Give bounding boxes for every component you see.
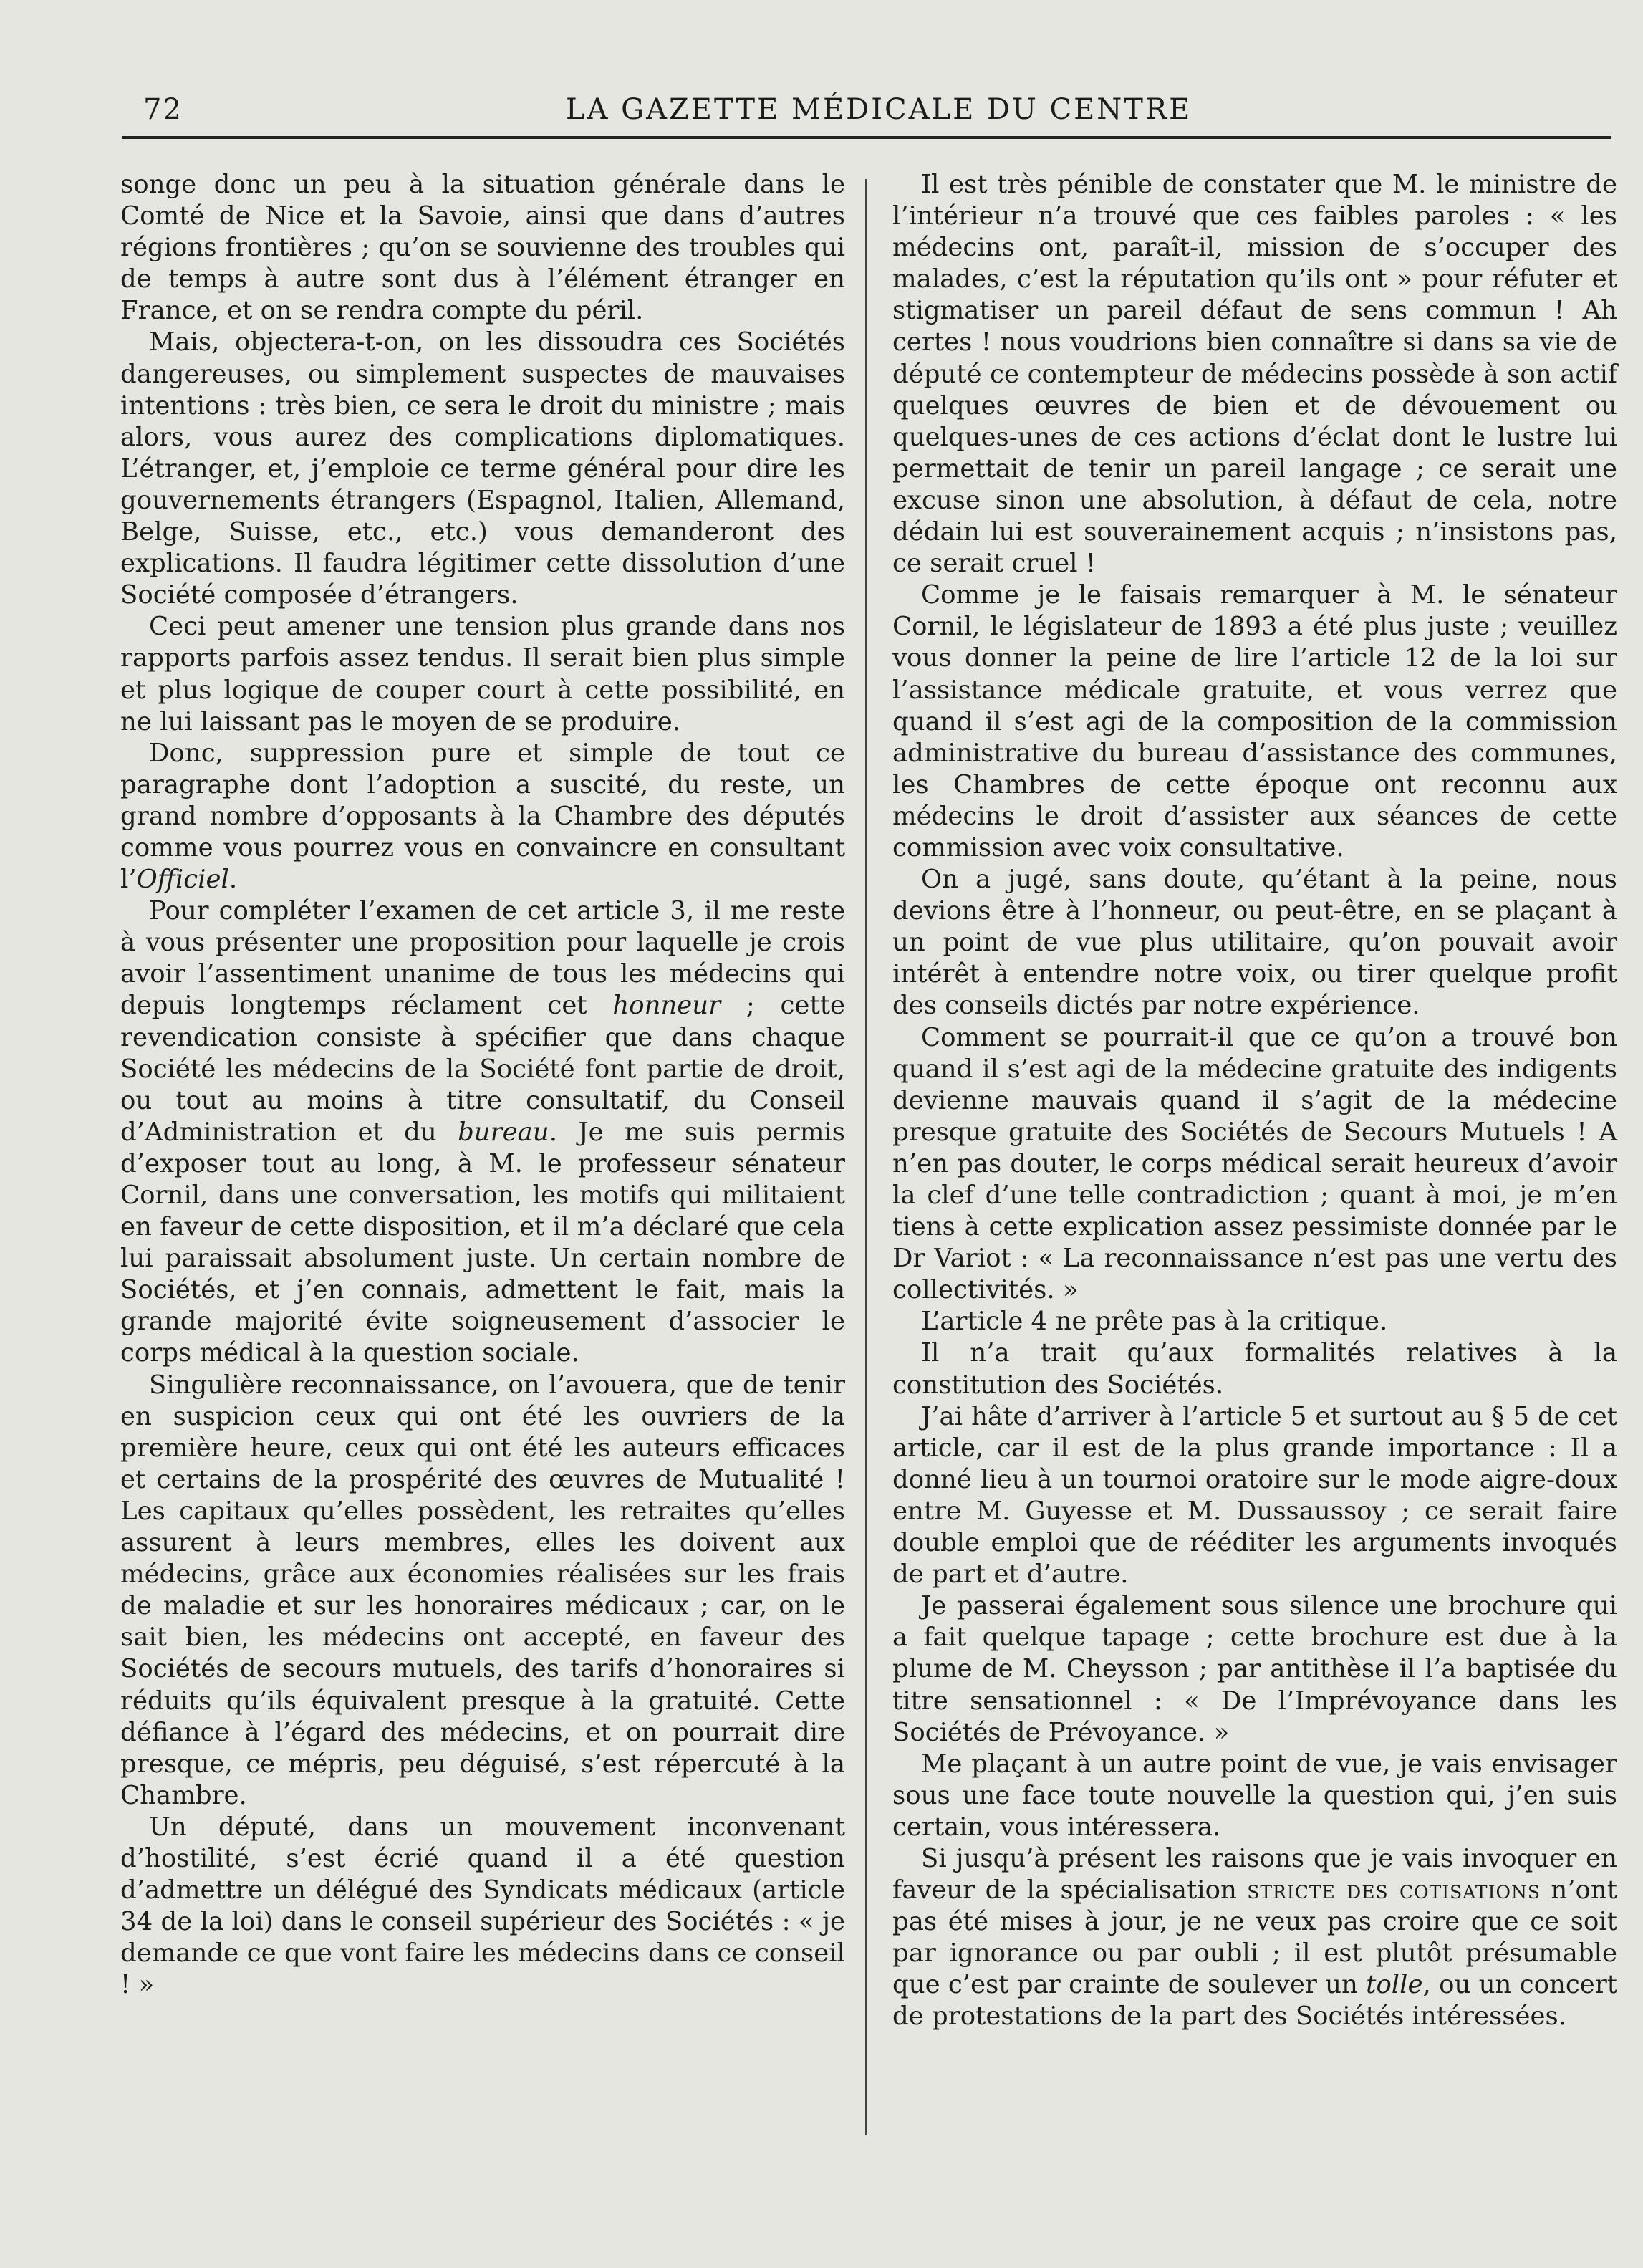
paragraph-text: .	[228, 865, 238, 895]
paragraph: Comment se pourrait-il que ce qu’on a trouvé bon quand il s’est agi de la médecine gratuite des indigents devienne mauvais quand il s’agit de la médecine presque gratuite des Sociétés de Secours Mutuels ! A n’en pas douter, le corps médical serait heureux d’avoir la clef d’une telle contradiction ; quant à moi, je m’en tiens à cette explication assez pessimiste donnée par le Dr Variot : « La reconnaissance n’est pas une vertu des collectivités. »	[892, 1022, 1617, 1305]
paragraph: songe donc un peu à la situation générale dans le Comté de Nice et la Savoie, ainsi que dans d’autres régions frontières ; qu’on se souvienne des troubles qui de temps à autre sont dus à l’élément étranger en France, et on se rendra compte du péril.	[120, 170, 845, 326]
right-column	[892, 169, 1617, 2033]
paragraph: Un député, dans un mouvement inconvenant d’hostilité, s’est écrié quand il a été question d’admettre un délégué des Syndicats médicaux (article 34 de la loi) dans le conseil supérieur des Sociétés : « je demande ce que vont faire les médecins dans ce conseil ! »	[120, 1812, 845, 2000]
paragraph-text: . Je me suis permis d’exposer tout au long, à M. le professeur sénateur Cornil, dans une conversation, les motifs qui militaient en faveur de cette disposition, et il m’a déclaré que cela lui paraissait absolument juste. Un certain nombre de Sociétés, et j’en connais, admettent le fait, mais la grande majorité évite soigneusement d’associer le corps médical à la question sociale.	[120, 1117, 845, 1368]
paragraph	[120, 895, 845, 1369]
left-column	[120, 169, 845, 2001]
paragraph-text: , ou un concert de protestations de la part des Sociétés intéressées.	[892, 1970, 1617, 2032]
italic-text: bureau	[458, 1117, 549, 1147]
paragraph: Singulière reconnaissance, on l’avouera, que de tenir en suspicion ceux qui ont été les ouvriers de la première heure, ceux qui ont été les auteurs efficaces et certains de la prospérité des œuvres de Mutualité ! Les capitaux qu’elles possèdent, les retraites qu’elles assurent à leurs membres, elles les doivent aux médecins, grâce aux économies réalisées sur les frais de maladie et sur les honoraires médicaux ; car, on le sait bien, les médecins ont accepté, en faveur des Sociétés de secours mutuels, des tarifs d’honoraires si réduits qu’ils équivalent presque à la gratuité. Cette défiance à l’égard des médecins, et on pourrait dire presque, ce mépris, peu déguisé, s’est répercuté à la Chambre.	[120, 1370, 845, 1810]
paragraph: Comme je le faisais remarquer à M. le sénateur Cornil, le législateur de 1893 a été plus juste ; veuillez vous donner la peine de lire l’article 12 de la loi sur l’assistance médicale gratuite, et vous verrez que quand il s’est agi de la composition de la commission administrative du bureau d’assistance des communes, les Chambres de cette époque ont reconnu aux médecins le droit d’assister aux séances de cette commission avec voix consultative.	[892, 580, 1617, 862]
page-number: 72	[143, 93, 183, 126]
italic-text: honneur	[612, 991, 721, 1021]
italic-text: tolle	[1366, 1970, 1423, 2000]
paragraph: Je passerai également sous silence une brochure qui a fait quelque tapage ; cette brochure est due à la plume de M. Cheysson ; par antithèse il l’a baptisée du titre sensationnel : « De l’Imprévoyance dans les Sociétés de Prévoyance. »	[892, 1591, 1617, 1747]
paragraph: Il est très pénible de constater que M. le ministre de l’intérieur n’a trouvé que ces faibles paroles : « les médecins ont, paraît-il, mission de s’occuper des malades, c’est la réputation qu’ils ont » pour réfuter et stigmatiser un pareil défaut de sens commun ! Ah certes ! nous voudrions bien connaître si dans sa vie de député ce contempteur de médecins possède à son actif quelques œuvres de bien et de dévouement ou quelques-unes de ces actions d’éclat dont le lustre lui permettait de tenir un pareil langage ; ce serait une excuse sinon une absolution, à défaut de cela, notre dédain lui est souverainement acquis ; n’insistons pas, ce serait cruel !	[892, 170, 1617, 579]
italic-text: Officiel	[136, 865, 229, 895]
paragraph	[892, 1843, 1617, 2033]
paragraph-text: Pour compléter l’examen de cet article 3, il me reste à vous présenter une proposition pour laquelle je crois avoir l’assentiment unanime de tous les médecins qui depuis longtemps réclament cet	[120, 896, 845, 1021]
paragraph: On a jugé, sans doute, qu’étant à la peine, nous devions être à l’honneur, ou peut-être, en se plaçant à un point de vue plus utilitaire, qu’on pouvait avoir intérêt à entendre notre voix, ou tirer quelque profit des conseils dictés par notre expérience.	[892, 865, 1617, 1021]
paragraph: Il n’a trait qu’aux formalités relatives à la constitution des Sociétés.	[892, 1338, 1617, 1400]
paragraph: Me plaçant à un autre point de vue, je vais envisager sous une face toute nouvelle la question qui, j’en suis certain, vous intéressera.	[892, 1749, 1617, 1842]
paragraph: Ceci peut amener une tension plus grande dans nos rapports parfois assez tendus. Il serait bien plus simple et plus logique de couper court à cette possibilité, en ne lui laissant pas le moyen de se produire.	[120, 612, 845, 736]
paragraph: Mais, objectera-t-on, on les dissoudra ces Sociétés dangereuses, ou simplement suspectes de mauvaises intentions : très bien, ce sera le droit du ministre ; mais alors, vous aurez des complications diplomatiques. L’étranger, et, j’emploie ce terme général pour dire les gouvernements étrangers (Espagnol, Italien, Allemand, Belge, Suisse, etc., etc.) vous demanderont des explications. Il faudra légitimer cette dissolution d’une Société composée d’étrangers.	[120, 327, 845, 610]
column-rule	[865, 179, 867, 2135]
paragraph: J’ai hâte d’arriver à l’article 5 et surtout au § 5 de cet article, car il est de la plus grande importance : Il a donné lieu à un tournoi oratoire sur le mode aigre-doux entre M. Guyesse et M. Dussaussoy ; ce serait faire double emploi que de rééditer les arguments invoqués de part et d’autre.	[892, 1401, 1617, 1590]
paragraph-text: Si jusqu’à présent les raisons que je vais invoquer en faveur de la spécialisation	[892, 1843, 1617, 1906]
paragraph: L’article 4 ne prête pas à la critique.	[921, 1307, 1388, 1337]
paragraph-text: Donc, suppression pure et simple de tout ce paragraphe dont l’adoption a suscité, du reste, un grand nombre d’opposants à la Chambre des députés comme vous pourrez vous en convaincre en consultant l’	[120, 738, 845, 895]
running-title: LA GAZETTE MÉDICALE DU CENTRE	[566, 93, 1192, 126]
small-caps-text: stricte des cotisations	[1247, 1875, 1541, 1906]
paragraph-text: ; cette revendication consiste à spécifier que dans chaque Société les médecins de la Société font partie de droit, ou tout au moins à titre consultatif, du Conseil d’Administration et du	[120, 991, 845, 1147]
header-rule	[122, 136, 1611, 139]
paragraph-text: n’ont pas été mises à jour, je ne veux pas croire que ce soit par ignorance ou par oubli ; il est plutôt présumable que c’est par crainte de soulever un	[892, 1875, 1618, 2000]
paragraph	[120, 738, 845, 895]
